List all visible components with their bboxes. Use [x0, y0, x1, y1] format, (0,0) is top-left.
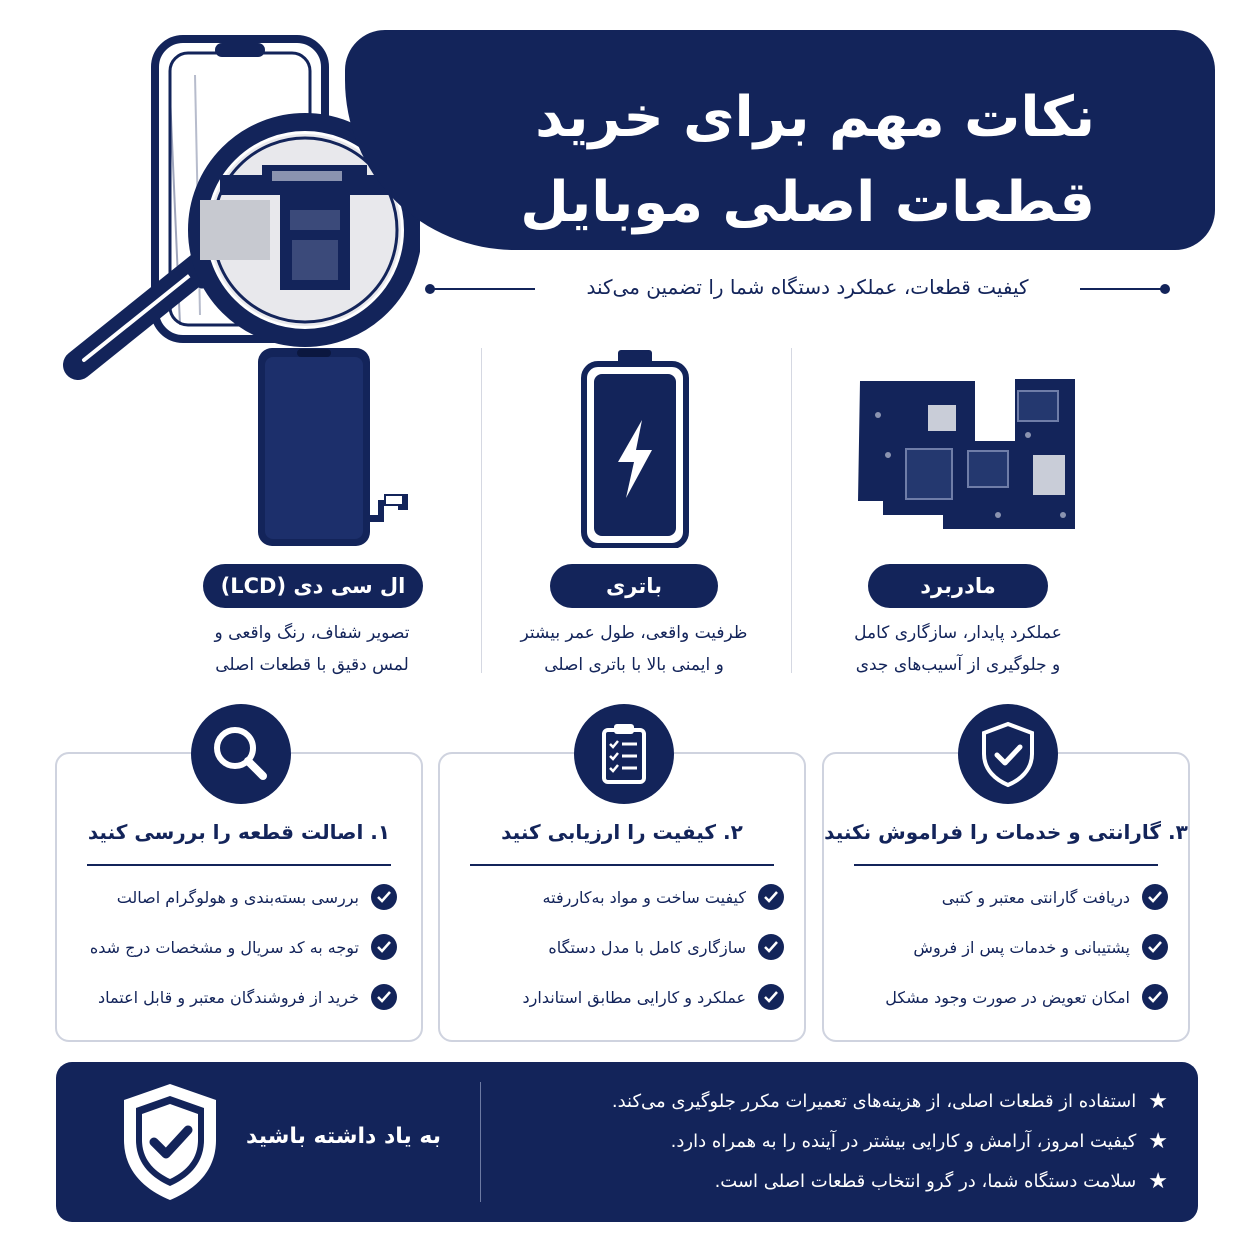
category-label-battery: باتری [550, 564, 718, 608]
check-icon [1142, 884, 1168, 910]
desc-line: ظرفیت واقعی، طول عمر بیشتر [520, 623, 748, 643]
list-item [484, 932, 784, 962]
card-title: ۳. گارانتی و خدمات را فراموش نکنید [824, 820, 1188, 844]
page-title-line2: قطعات اصلی موبایل [520, 170, 1095, 235]
category-desc-lcd [152, 617, 472, 681]
list-item [868, 932, 1168, 962]
card-icon-badge [574, 704, 674, 804]
reminder-banner [56, 1062, 1198, 1222]
banner-divider [480, 1082, 481, 1202]
check-icon [758, 984, 784, 1010]
category-label-lcd: ال سی دی (LCD) [203, 564, 423, 608]
list-item [484, 982, 784, 1012]
check-icon [758, 934, 784, 960]
list-item-text: دریافت گارانتی معتبر و کتبی [941, 887, 1130, 907]
shield-check-icon [118, 1080, 222, 1204]
tip-card-warranty [822, 752, 1190, 1042]
title-banner [345, 30, 1215, 250]
shield-check-icon [958, 704, 1058, 804]
list-item-text: کیفیت ساخت و مواد به‌کاررفته [542, 887, 746, 907]
card-title: ۱. اصالت قطعه را بررسی کنید [87, 820, 391, 844]
check-icon [371, 884, 397, 910]
list-item [77, 982, 397, 1012]
reminder-item-text: کیفیت امروز، آرامش و کارایی بیشتر در آینده را به همراه دارد. [670, 1130, 1137, 1152]
list-item [77, 932, 397, 962]
star-icon: ★ [1148, 1128, 1168, 1154]
desc-line: عملکرد پایدار، سازگاری کامل [854, 623, 1062, 643]
category-desc-motherboard [798, 617, 1118, 681]
check-icon [1142, 984, 1168, 1010]
card-icon-badge [958, 704, 1058, 804]
battery-icon [580, 348, 690, 548]
magnifier-icon [191, 704, 291, 804]
subtitle-row [425, 275, 1170, 303]
reminder-item-text: سلامت دستگاه شما، در گرو انتخاب قطعات اصلی است. [714, 1170, 1137, 1192]
reminder-item [612, 1086, 1168, 1116]
check-icon [1142, 934, 1168, 960]
list-item-text: سازگاری کامل با مدل دستگاه [548, 937, 746, 957]
list-item-text: پشتیبانی و خدمات پس از فروش [913, 937, 1130, 957]
list-item-text: توجه به کد سریال و مشخصات درج شده [89, 937, 359, 957]
reminder-item [715, 1166, 1168, 1196]
category-desc-battery [474, 617, 794, 681]
list-item [484, 882, 784, 912]
check-icon [758, 884, 784, 910]
card-title: ۲. کیفیت را ارزیابی کنید [501, 820, 743, 844]
category-label-motherboard: مادربرد [868, 564, 1048, 608]
motherboard-icon [858, 375, 1078, 535]
clipboard-icon [574, 704, 674, 804]
desc-line: تصویر شفاف، رنگ واقعی و [214, 623, 410, 643]
star-icon: ★ [1148, 1168, 1168, 1194]
star-icon: ★ [1148, 1088, 1168, 1114]
divider-dot [1160, 284, 1170, 294]
check-icon [371, 934, 397, 960]
list-item [77, 882, 397, 912]
card-divider [87, 864, 391, 866]
list-item-text: عملکرد و کارایی مطابق استاندارد [522, 987, 746, 1007]
list-item-text: خرید از فروشندگان معتبر و قابل اعتماد [98, 987, 359, 1007]
subtitle: کیفیت قطعات، عملکرد دستگاه شما را تضمین می‌کند [535, 275, 1080, 299]
reminder-item [671, 1126, 1168, 1156]
desc-line: لمس دقیق با قطعات اصلی [215, 655, 409, 675]
card-divider [854, 864, 1158, 866]
card-icon-badge [191, 704, 291, 804]
check-icon [371, 984, 397, 1010]
desc-line: و ایمنی بالا با باتری اصلی [544, 655, 724, 675]
card-divider [470, 864, 774, 866]
tip-card-quality [438, 752, 806, 1042]
desc-line: و جلوگیری از آسیب‌های جدی [855, 655, 1061, 675]
list-item-text: بررسی بسته‌بندی و هولوگرام اصالت [116, 887, 359, 907]
tip-card-authenticity [55, 752, 423, 1042]
list-item [868, 882, 1168, 912]
reminder-item-text: استفاده از قطعات اصلی، از هزینه‌های تعمیرات مکرر جلوگیری می‌کند. [611, 1090, 1137, 1112]
lcd-screen-icon [255, 345, 415, 550]
list-item [868, 982, 1168, 1012]
reminder-label: به یاد داشته باشید [246, 1124, 442, 1149]
page-title-line1: نکات مهم برای خرید [535, 85, 1095, 150]
list-item-text: امکان تعویض در صورت وجود مشکل [885, 987, 1130, 1007]
